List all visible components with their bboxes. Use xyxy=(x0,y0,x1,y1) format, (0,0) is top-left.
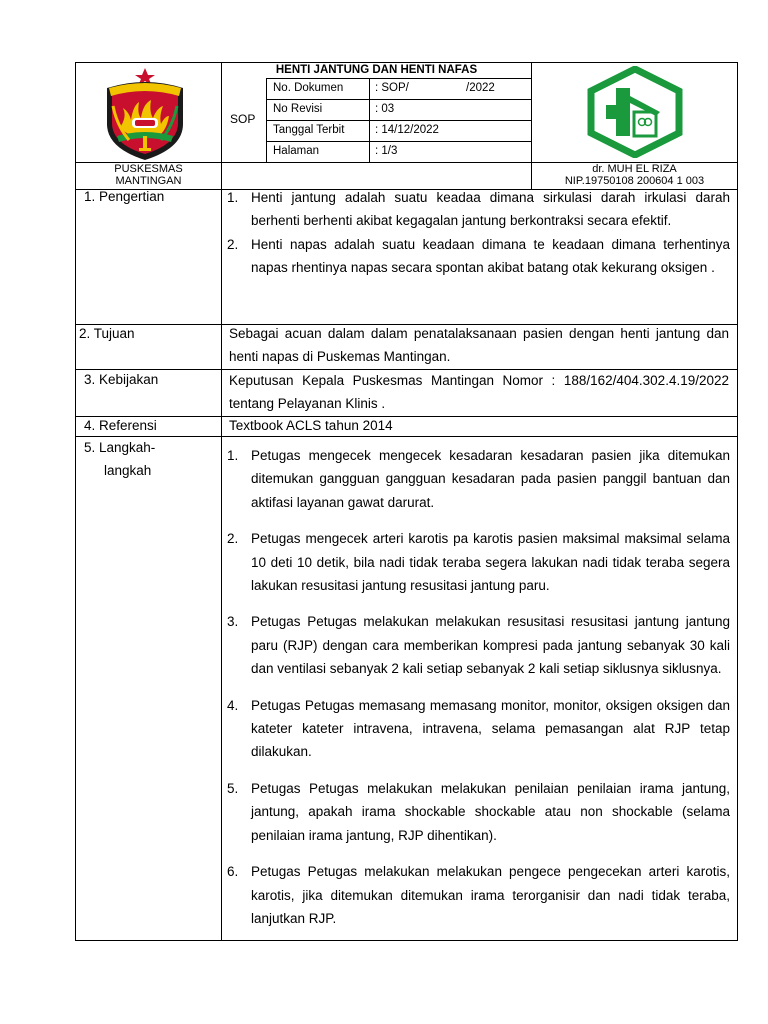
meta-label-halaman: Halaman xyxy=(273,145,320,157)
section-label-langkah-line1: 5. Langkah- xyxy=(84,440,156,455)
section-label-kebijakan: 3. Kebijakan xyxy=(84,372,159,387)
list-item-number: 3. xyxy=(227,614,239,630)
list-item-text: Petugas Petugas memasang memasang monitor, monitor, oksigen oksigen dan kateter kateter intravena, intravena, selama pemasangan alat RJP tetap dilakukan. xyxy=(251,697,730,760)
section-label-pengertian: 1. Pengertian xyxy=(84,189,165,204)
list-item xyxy=(227,777,730,847)
meta-value-no-dokumen: : SOP/ xyxy=(375,82,409,94)
table-border-bottom xyxy=(75,940,738,941)
table-border-left xyxy=(75,62,76,941)
section-label-langkah-line2: langkah xyxy=(104,463,152,478)
list-item-number: 1. xyxy=(227,190,239,205)
list-item-text: Petugas Petugas melakukan melakukan resusitasi resusitasi jantung jantung paru (RJP) dengan cara memberikan kompresi pada jantung sebanyak 30 kali dan ventilasi sebanyak 2 kali setiap sebanyak 2 kali setiap siklusnya siklusnya. xyxy=(251,614,730,677)
tujuan-text: Sebagai acuan dalam dalam penatalaksanaan pasien dengan henti jantung dan henti napas di Puskemas Mantingan. xyxy=(229,326,729,364)
grid-line xyxy=(221,62,222,941)
list-item-number: 5. xyxy=(227,780,239,796)
meta-label-no-dokumen: No. Dokumen xyxy=(273,82,344,94)
puskesmas-logo xyxy=(586,66,684,158)
list-item-text: Petugas Petugas melakukan melakukan pengece pengecekan arteri karotis, karotis, jika ditemukan ditemukan irama terorganisir dan nadi tidak teraba, lanjutkan RJP. xyxy=(251,864,730,926)
grid-line xyxy=(266,120,531,121)
list-item-number: 6. xyxy=(227,864,239,880)
table-border-right xyxy=(737,62,738,941)
pengertian-list xyxy=(227,186,730,280)
meta-value-no-dokumen-year: /2022 xyxy=(466,82,495,94)
signer-nip: NIP.19750108 200604 1 003 xyxy=(564,175,705,187)
referensi-text: Textbook ACLS tahun 2014 xyxy=(229,418,393,433)
grid-line xyxy=(266,99,531,100)
list-item-number: 2. xyxy=(227,236,239,252)
list-item xyxy=(227,233,730,280)
grid-line xyxy=(266,141,531,142)
meta-value-tanggal-terbit: : 14/12/2022 xyxy=(375,124,439,136)
document-title: HENTI JANTUNG DAN HENTI NAFAS xyxy=(275,64,478,76)
langkah-list xyxy=(227,444,730,930)
list-item-text: Henti napas adalah suatu keadaan dimana te keadaan dimana terhentinya napas rhentinya napas secara spontan akibat batang otak kekurang oksigen . xyxy=(251,236,730,276)
list-item-number: 1. xyxy=(227,448,239,463)
kebijakan-text: Keputusan Kepala Puskesmas Mantingan Nomor : 188/162/404.302.4.19/2022 tentang Pelayanan Klinis . xyxy=(229,373,729,411)
list-item xyxy=(227,186,730,233)
regency-crest-logo xyxy=(99,66,191,162)
list-item-text: Henti jantung adalah suatu keadaa dimana sirkulasi darah irkulasi darah berhenti berhenti akibat kegagalan jantung berkontraksi secara efektif. xyxy=(251,190,730,229)
meta-value-halaman: : 1/3 xyxy=(375,145,398,157)
list-item-number: 2. xyxy=(227,531,239,547)
list-item xyxy=(227,527,730,597)
list-item xyxy=(227,860,730,930)
list-item-number: 4. xyxy=(227,697,239,713)
meta-label-no-revisi: No Revisi xyxy=(273,103,323,115)
list-item-text: Petugas mengecek arteri karotis pa karotis pasien maksimal maksimal selama 10 deti 10 detik, bila nadi tidak teraba segera lakukan nadi tidak teraba segera lakukan resusitasi jantung resusitasi jantung paru. xyxy=(251,531,730,594)
meta-label-tanggal-terbit: Tanggal Terbit xyxy=(273,124,345,136)
grid-line xyxy=(75,436,738,437)
org-name-line2: MANTINGAN xyxy=(115,175,182,187)
section-label-tujuan: 2. Tujuan xyxy=(79,326,135,341)
org-name-line1: PUSKESMAS xyxy=(114,163,183,175)
list-item-text: Petugas mengecek mengecek kesadaran kesadaran pasien jika ditemukan ditemukan gangguan gangguan kesadaran pada pasien panggil bantuan dan aktifasi layanan gawat darurat. xyxy=(251,448,730,510)
grid-line xyxy=(266,78,531,79)
list-item xyxy=(227,444,730,514)
signer-name: dr. MUH EL RIZA xyxy=(592,163,677,175)
section-label-referensi: 4. Referensi xyxy=(84,418,157,433)
sop-label: SOP xyxy=(230,112,256,126)
grid-line xyxy=(75,416,738,417)
list-item xyxy=(227,694,730,764)
list-item-text: Petugas Petugas melakukan melakukan penilaian penilaian irama jantung, jantung, apakah irama shockable shockable atau non shockable (selama penilaian irama jantung, RJP dihentikan). xyxy=(251,780,730,843)
list-item xyxy=(227,610,730,680)
meta-value-no-revisi: : 03 xyxy=(375,103,395,115)
